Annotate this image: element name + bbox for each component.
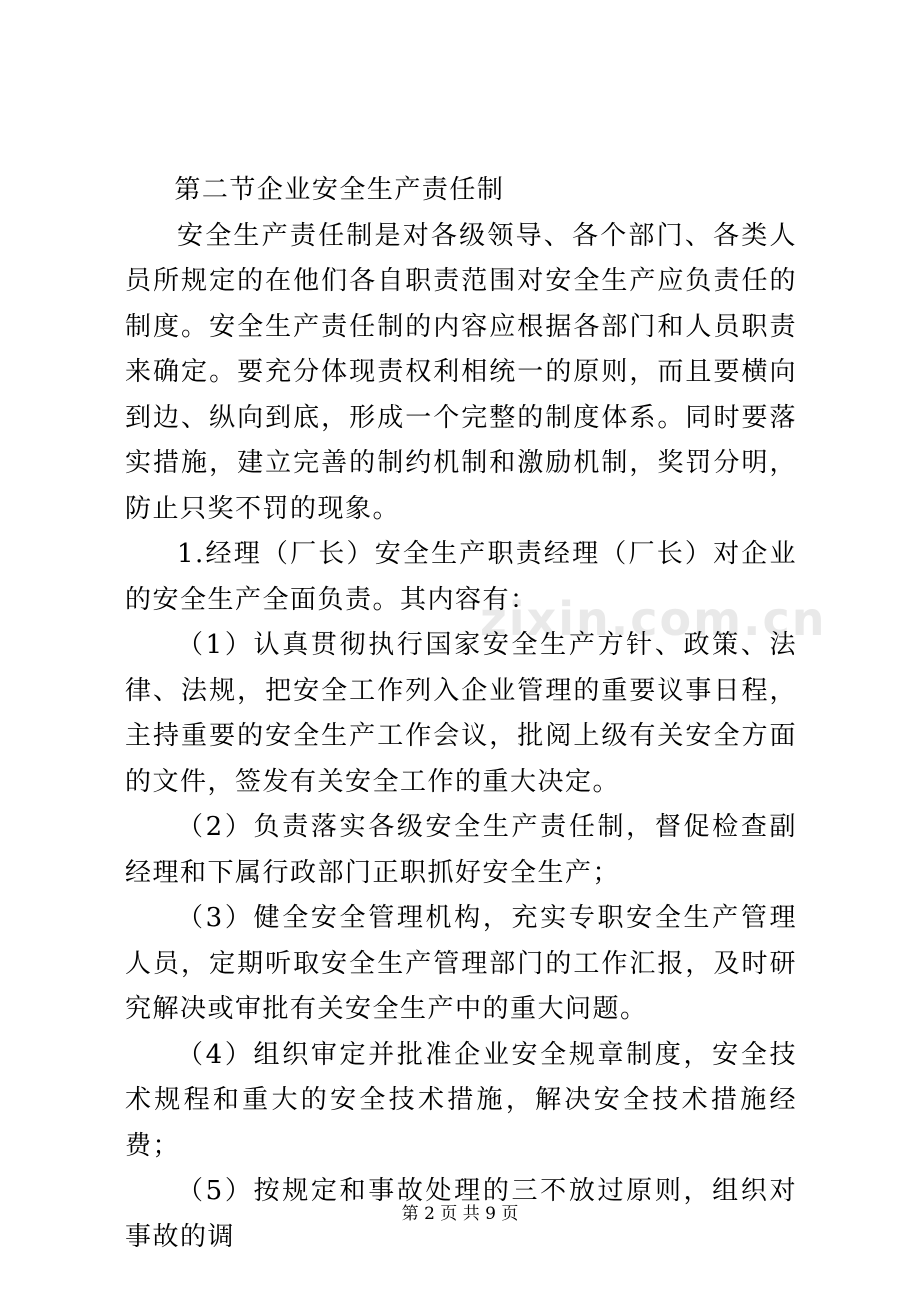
section-heading: 第二节企业安全生产责任制 — [174, 175, 505, 205]
paragraph-item-1: （1）认真贯彻执行国家安全生产方针、政策、法律、法规，把安全工作列入企业管理的重要议事日程，主持重要的安全生产工作会议，批阅上级有关安全方面的文件，签发有关安全工作的重大决定。 — [125, 630, 797, 797]
paragraph-item-2: （2）负责落实各级安全生产责任制，督促检查副经理和下属行政部门正职抓好安全生产； — [125, 812, 797, 888]
paragraph-intro: 安全生产责任制是对各级领导、各个部门、各类人员所规定的在他们各自职责范围对安全生产应负责任的制度。安全生产责任制的内容应根据各部门和人员职责来确定。要充分体现责权利相统一的原则，而且要横向到边、纵向到底，形成一个完整的制度体系。同时要落实措施，建立完善的制约机制和激励机制，奖罚分明，防止只奖不罚的现象。 — [125, 220, 797, 524]
paragraph-manager-duties: 1.经理（厂长）安全生产职责经理（厂长）对企业的安全生产全面负责。其内容有： — [125, 539, 797, 615]
document-body — [125, 168, 797, 1260]
paragraph-item-5: （5）按规定和事故处理的三不放过原则，组织对事故的调 — [125, 1176, 797, 1252]
page-footer: 第 2 页 共 9 页 — [401, 1204, 519, 1224]
watermark: zixin.com.cn — [480, 592, 827, 646]
paragraph-item-3: （3）健全安全管理机构，充实专职安全生产管理人员，定期听取安全生产管理部门的工作汇报，及时研究解决或审批有关安全生产中的重大问题。 — [125, 903, 797, 1024]
paragraph-item-4: （4）组织审定并批准企业安全规章制度，安全技术规程和重大的安全技术措施，解决安全技术措施经费； — [125, 1039, 797, 1161]
